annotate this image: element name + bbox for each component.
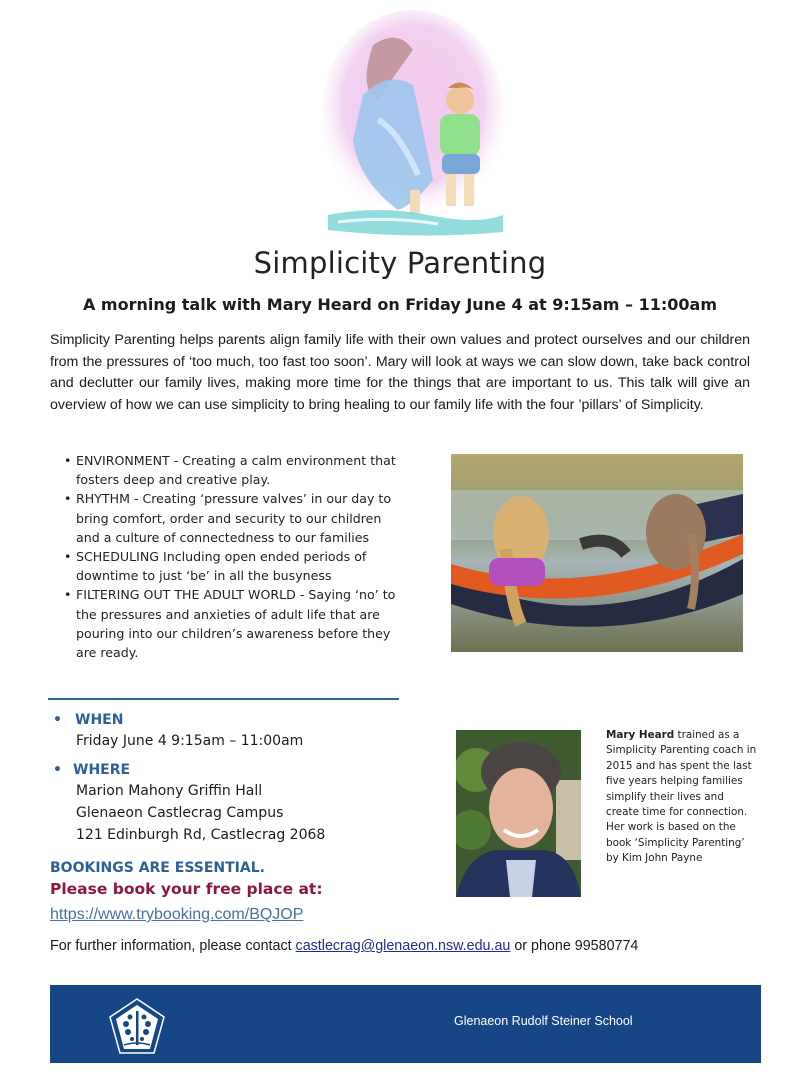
when-value: Friday June 4 9:15am – 11:00am xyxy=(76,733,304,749)
where-heading xyxy=(48,760,428,780)
intro-paragraph: Simplicity Parenting helps parents align family life with their own values and protect ourselves and our children from the pressures of ‘too much, too fast too soon’. Mary will look at ways we can slow down, take back control and declutter our family lives, making more time for the things that are important to us. This talk will give an overview of how we can use simplicity to bring healing to our family life with the four ’pillars’ of Simplicity. xyxy=(50,332,750,413)
bullet-icon: • xyxy=(64,549,72,565)
school-footer-banner xyxy=(50,985,761,1063)
venue-address: 121 Edinburgh Rd, Castlecrag 2068 xyxy=(76,827,326,843)
event-subtitle: A morning talk with Mary Heard on Friday June 4 at 9:15am – 11:00am xyxy=(82,295,718,314)
mother-child-illustration xyxy=(318,10,508,238)
illustration-icon xyxy=(318,10,508,238)
bullet-icon: • xyxy=(64,587,72,603)
bullet-icon: • xyxy=(53,762,62,778)
tree-shield-logo-icon xyxy=(108,997,166,1055)
speaker-portrait xyxy=(456,730,581,897)
pillar-item-scheduling xyxy=(64,547,404,585)
bookings-essential: BOOKINGS ARE ESSENTIAL. xyxy=(50,860,265,876)
pillar-item-environment xyxy=(64,451,404,489)
bullet-icon: • xyxy=(64,453,72,468)
contact-line xyxy=(50,938,638,954)
venue-campus: Glenaeon Castlecrag Campus xyxy=(76,805,284,821)
hammock-photo xyxy=(451,454,743,652)
school-name: Glenaeon Rudolf Steiner School xyxy=(454,1014,633,1028)
speaker-bio xyxy=(606,728,758,867)
venue-name: Marion Mahony Griffin Hall xyxy=(76,783,263,799)
contact-phone: or phone 99580774 xyxy=(510,938,639,954)
pillar-text: RHYTHM - Creating ‘pressure valves’ in our day to bring comfort, order and security to our children and a culture of connectedness to our families xyxy=(76,491,392,545)
bullet-icon: • xyxy=(64,491,72,507)
hammock-image-icon xyxy=(451,454,743,652)
pillar-item-filtering xyxy=(64,585,404,662)
booking-link[interactable]: https://www.trybooking.com/BQJOP xyxy=(50,906,304,923)
page-title: Simplicity Parenting xyxy=(253,246,547,280)
speaker-name: Mary Heard xyxy=(606,729,675,741)
section-divider xyxy=(48,698,399,700)
bio-text: trained as a Simplicity Parenting coach in 2015 and has spent the last five years helping families simplify their lives and create time for connection. Her work is based on the book ‘Simplicity Parenting’ by Kim John Payne xyxy=(606,729,757,865)
pillars-list xyxy=(64,451,404,662)
when-heading xyxy=(48,710,428,730)
portrait-image-icon xyxy=(456,730,581,897)
pillar-text: FILTERING OUT THE ADULT WORLD - Saying ‘no’ to the pressures and anxieties of adult life that are pouring into our children’s awareness before they are ready. xyxy=(76,587,396,661)
event-details xyxy=(48,710,428,846)
when-label: WHEN xyxy=(75,712,124,728)
bullet-icon: • xyxy=(53,712,62,728)
contact-prefix: For further information, please contact xyxy=(50,938,296,954)
contact-email-link[interactable]: castlecrag@glenaeon.nsw.edu.au xyxy=(295,938,511,954)
pillar-text: SCHEDULING Including open ended periods of downtime to just ‘be’ in all the busyness xyxy=(76,549,367,584)
booking-prompt: Please book your free place at: xyxy=(50,880,323,898)
where-label: WHERE xyxy=(73,762,131,778)
pillar-text: ENVIRONMENT - Creating a calm environment that fosters deep and creative play. xyxy=(76,453,396,488)
pillar-item-rhythm xyxy=(64,489,404,547)
